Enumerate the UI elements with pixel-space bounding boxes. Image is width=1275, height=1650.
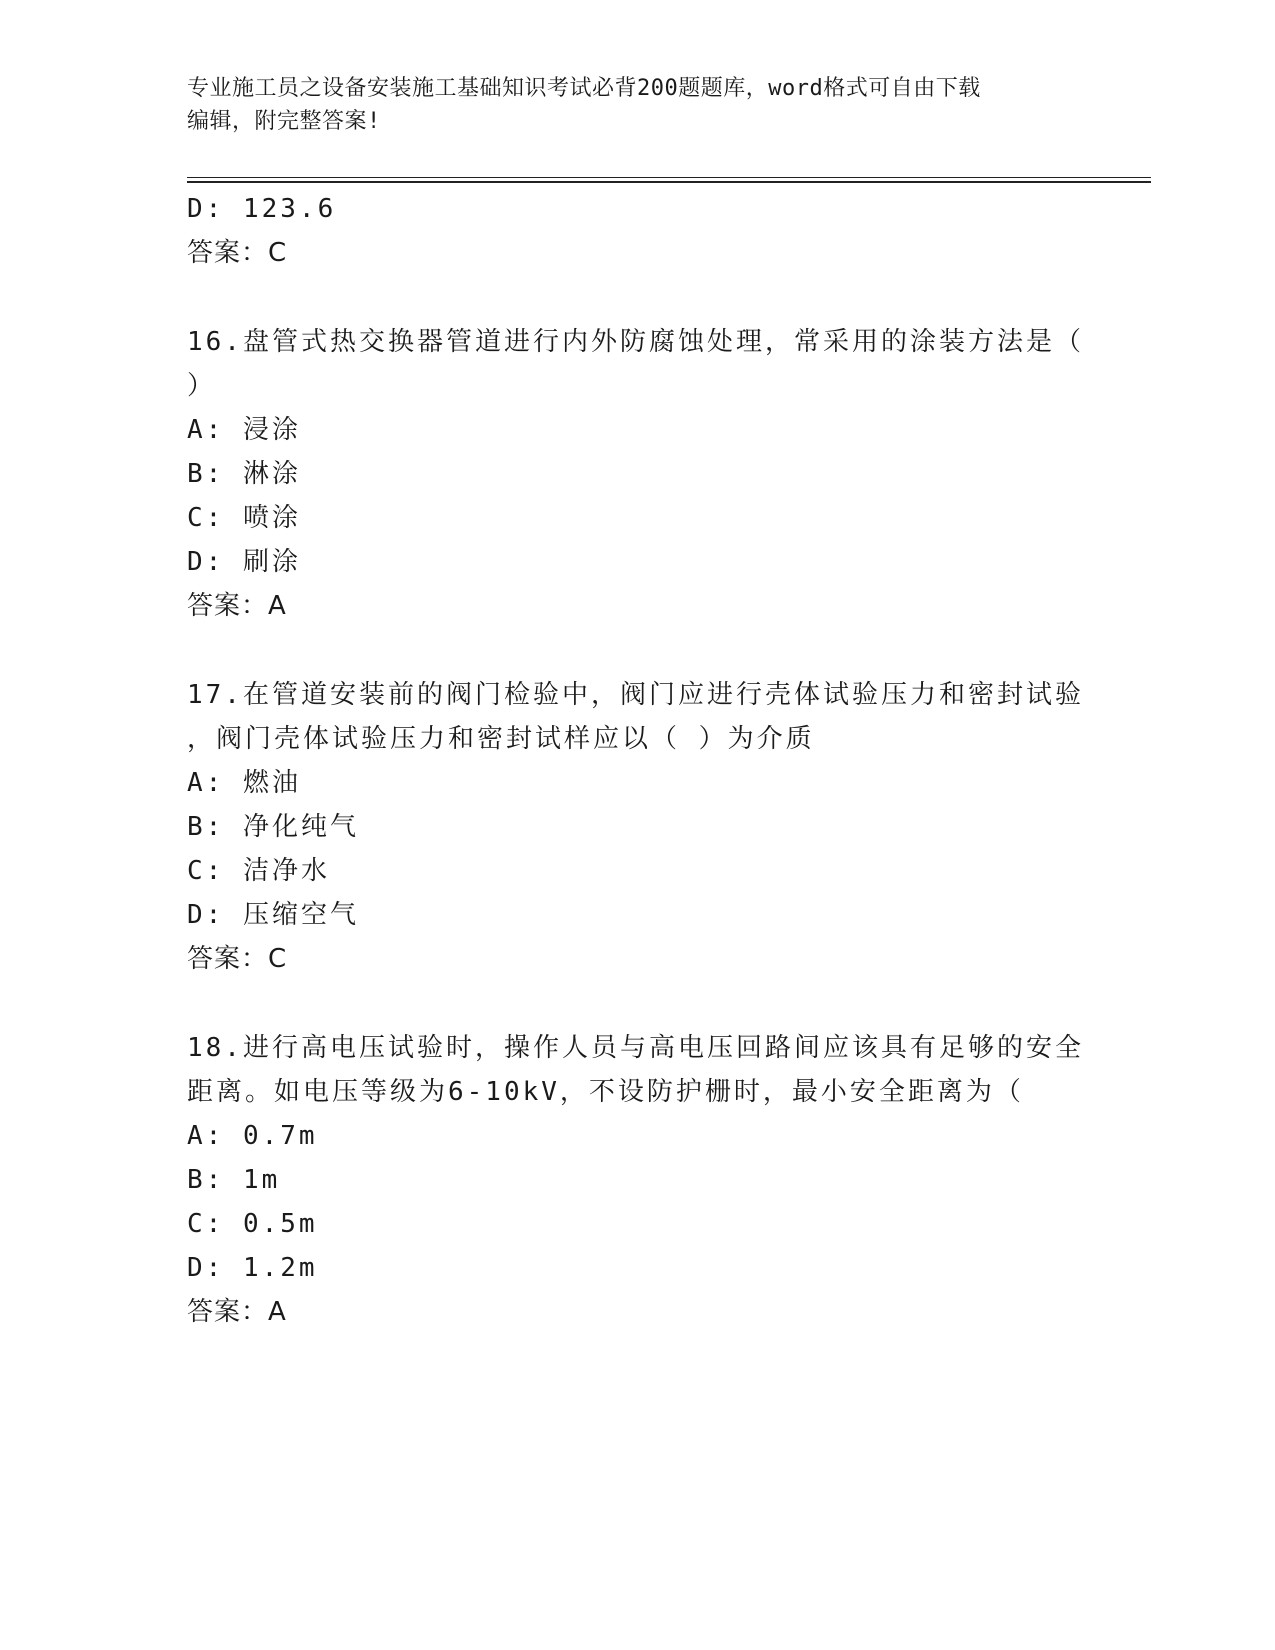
q18-stem-line-1: 18.进行高电压试验时，操作人员与高电压回路间应该具有足够的安全 <box>187 1033 1084 1063</box>
q17-stem-line-2: ，阀门壳体试验压力和密封试样应以（ ）为介质 <box>187 724 815 754</box>
q17-stem-line-1: 17.在管道安装前的阀门检验中，阀门应进行壳体试验压力和密封试验 <box>187 680 1084 710</box>
q16-stem-line-2: ） <box>187 371 217 401</box>
header-divider-thin <box>187 177 1151 178</box>
q18-option-a: A: 0.7m <box>187 1121 318 1151</box>
header-line-1: 专业施工员之设备安装施工基础知识考试必背200题题库，word格式可自由下载 <box>187 76 981 101</box>
q17-option-a: A: 燃油 <box>187 768 301 798</box>
q17-option-b: B: 净化纯气 <box>187 812 359 842</box>
prev-answer: 答案：C <box>187 238 288 268</box>
q17-option-d: D: 压缩空气 <box>187 900 359 930</box>
header-divider-thick <box>187 181 1151 183</box>
q16-answer: 答案：A <box>187 591 287 621</box>
q17-option-c: C: 洁净水 <box>187 856 330 886</box>
q16-option-d: D: 刷涂 <box>187 547 301 577</box>
q16-option-b: B: 淋涂 <box>187 459 301 489</box>
q16-option-a: A: 浸涂 <box>187 415 301 445</box>
header-line-2: 编辑，附完整答案! <box>187 109 381 134</box>
q18-option-c: C: 0.5m <box>187 1209 318 1239</box>
q18-answer: 答案：A <box>187 1297 287 1327</box>
document-header <box>187 72 1067 138</box>
q16-option-c: C: 喷涂 <box>187 503 301 533</box>
prev-option-d: D: 123.6 <box>187 194 337 224</box>
q18-option-d: D: 1.2m <box>187 1253 318 1283</box>
q18-stem-line-2: 距离。如电压等级为6-10kV，不设防护栅时，最小安全距离为（ <box>187 1077 1024 1107</box>
q17-answer: 答案：C <box>187 944 288 974</box>
q16-stem-line-1: 16.盘管式热交换器管道进行内外防腐蚀处理，常采用的涂装方法是（ <box>187 327 1084 357</box>
q18-option-b: B: 1m <box>187 1165 281 1195</box>
